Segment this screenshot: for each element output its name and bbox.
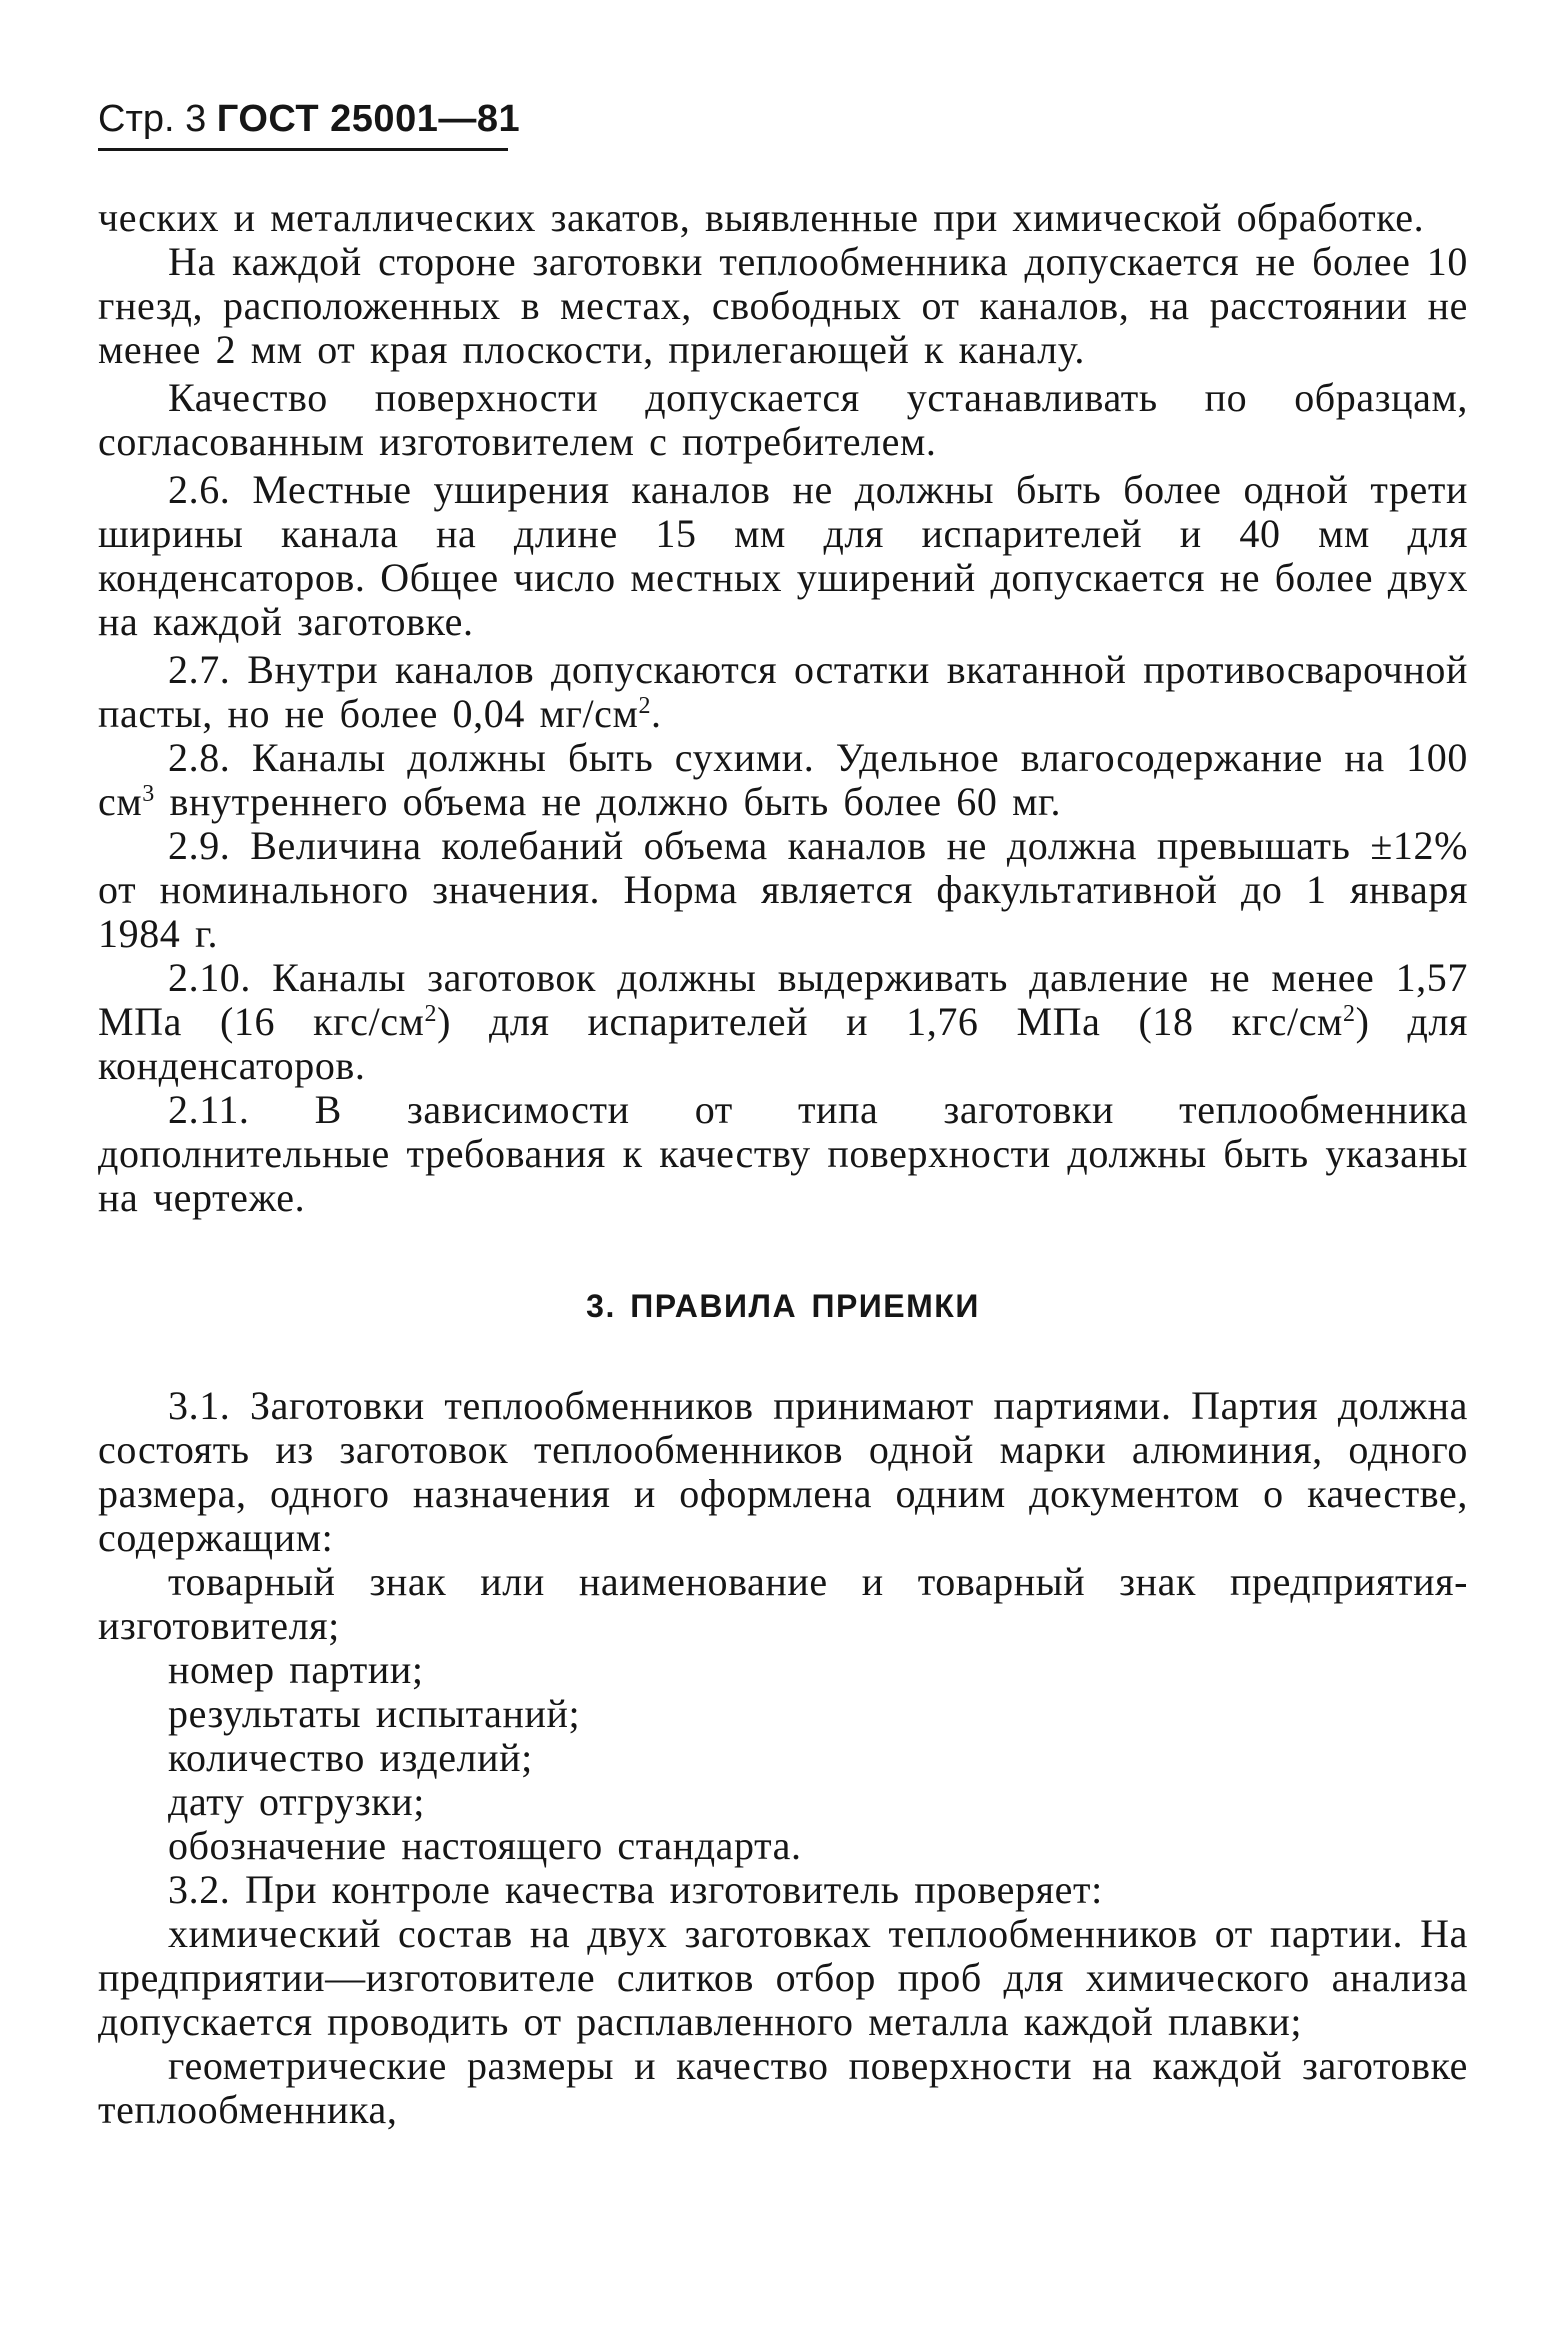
clause-3-2: 3.2. При контроле качества изготовитель проверяет: [168, 1867, 1103, 1912]
body-text [98, 196, 1468, 2132]
superscript-2: 2 [1342, 1001, 1356, 1027]
list-item: геометрические размеры и качество поверхности на каждой заготовке теплообменника, [98, 2043, 1468, 2132]
clause-2-10-text-c: ) для конденсаторов. [98, 999, 1468, 1088]
page-header [98, 96, 520, 142]
list-item: обозначение настоящего стандарта. [168, 1823, 802, 1868]
standard-code: ГОСТ 25001—81 [216, 98, 521, 140]
clause-2-6: 2.6. Местные уширения каналов не должны быть более одной трети ширины канала на длине 15 мм для испарителей и 40 мм для конденсаторов. Общее число местных уширений допускается не более двух на каждой заготовке. [98, 467, 1468, 644]
list-item: номер партии; [168, 1647, 424, 1692]
section-title: 3. ПРАВИЛА ПРИЕМКИ [586, 1288, 980, 1324]
list-item: товарный знак или наименование и товарный знак предприятия-изготовителя; [98, 1559, 1468, 1648]
clause-2-7-text: 2.7. Внутри каналов допускаются остатки вкатанной противосварочной пасты, но не более 0,04 мг/см [98, 647, 1468, 736]
clause-2-10 [98, 956, 1468, 1088]
clause-2-10-text-b: ) для испарителей и 1,76 МПа (18 кгс/см [437, 999, 1343, 1044]
clause-2-11: 2.11. В зависимости от типа заготовки теплообменника дополнительные требования к качеству поверхности должны быть указаны на чертеже. [98, 1087, 1468, 1220]
clause-2-9: 2.9. Величина колебаний объема каналов не должна превышать ±12% от номинального значения. Норма является факультативной до 1 января 1984 г. [98, 823, 1468, 956]
paragraph-surface-quality: Качество поверхности допускается устанавливать по образцам, согласованным изготовителем с потребителем. [98, 375, 1468, 464]
list-item: химический состав на двух заготовках теплообменников от партии. На предприятии—изготовителе слитков отбор проб для химического анализа допускается проводить от расплавленного металла каждой плавки; [98, 1911, 1468, 2044]
paragraph-nests: На каждой стороне заготовки теплообменника допускается не более 10 гнезд, расположенных в местах, свободных от каналов, на расстоянии не менее 2 мм от края плоскости, прилегающей к каналу. [98, 239, 1468, 372]
superscript-2: 2 [424, 1001, 438, 1027]
clause-3-1: 3.1. Заготовки теплообменников принимают партиями. Партия должна состоять из заготовок теплообменников одной марки алюминия, одного размера, одного назначения и оформлена одним документом о качестве, содержащим: [98, 1383, 1468, 1560]
clause-2-8-text-b: внутреннего объема не должно быть более 60 мг. [154, 779, 1062, 824]
header-rule [98, 148, 508, 151]
list-item: результаты испытаний; [168, 1691, 581, 1736]
superscript-2: 2 [638, 693, 652, 719]
clause-2-8 [98, 736, 1468, 824]
list-item: количество изделий; [168, 1735, 533, 1780]
clause-2-10-text-a: 2.10. Каналы заготовок должны выдерживать давление не менее 1,57 МПа (16 кгс/см [98, 955, 1468, 1044]
clause-2-8-text-a: 2.8. Каналы должны быть сухими. Удельное влагосодержание на 100 см [98, 735, 1468, 824]
clause-2-7-end: . [651, 691, 662, 736]
superscript-3: 3 [142, 781, 155, 807]
paragraph-continuation: ческих и металлических закатов, выявленные при химической обработке. [98, 195, 1425, 240]
list-item: дату отгрузки; [168, 1779, 426, 1824]
clause-2-7 [98, 648, 1468, 736]
page-number: Стр. 3 [98, 98, 207, 140]
